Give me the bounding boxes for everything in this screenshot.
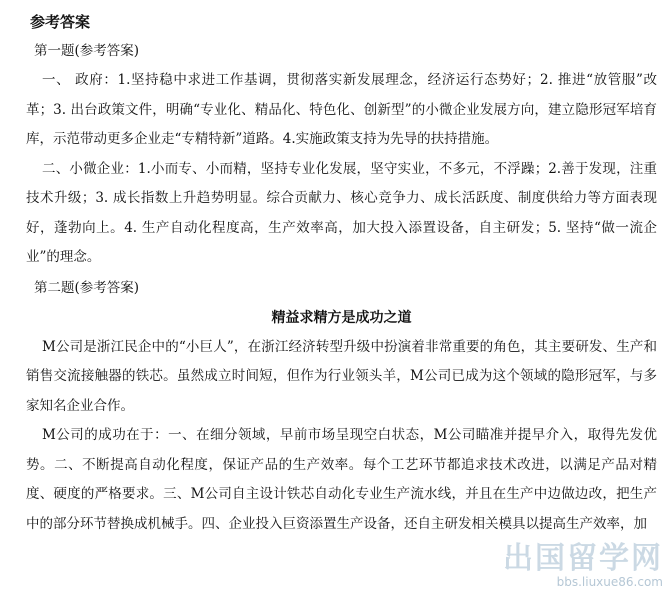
watermark-brand: 出国留学网 bbox=[503, 541, 663, 576]
question-1-paragraph-government: 一、 政府：1.坚持稳中求进工作基调，贯彻落实新发展理念，经济运行态势好；2. 推进“放管服”改革；3. 出台政策文件，明确“专业化、精品化、特色化、创新型”的小微企业发展方向，建立隐形冠军培育库，示范带动更多企业走“专精特新”道路。4.实施政策支持为先导的扶持措施。 bbox=[26, 72, 657, 147]
essay-title: 精益求精方是成功之道 bbox=[271, 309, 412, 326]
question-1-paragraph-small-enterprises: 二、小微企业：1.小而专、小而精，坚持专业化发展，坚守实业，不多元，不浮躁；2.善于发现，注重技术升级；3. 成长指数上升趋势明显。综合贡献力、核心竞争力、成长活跃度、制度供给力等方面表现好，蓬勃向上。4. 生产自动化程度高，生产效率高，加大投入添置设备，自主研发；5. 坚持“做一流企业”的理念。 bbox=[26, 160, 657, 265]
question-2-heading: 第二题(参考答案) bbox=[34, 279, 140, 296]
document-title: 参考答案 bbox=[30, 13, 91, 31]
essay-paragraph-2: M公司的成功在于：一、在细分领域，早前市场呈现空白状态，M公司瞄准并提早介入，取得先发优势。二、不断提高自动化程度，保证产品的生产效率。每个工艺环节都追求技术改进，以满足产品对精度、硬度的严格要求。三、M公司自主设计铁芯自动化专业生产流水线，并且在生产中边做边改，把生产中的部分环节替换成机械手。四、企业投入巨资添置生产设备，还自主研发相关模具以提高生产效率，加 bbox=[26, 427, 657, 532]
question-1-heading: 第一题(参考答案) bbox=[34, 43, 140, 59]
watermark-url: bbs.liuxue86.com bbox=[556, 575, 663, 589]
essay-paragraph-1: M公司是浙江民企中的“小巨人”，在浙江经济转型升级中扮演着非常重要的角色，其主要研发、生产和销售交流接触器的铁芯。虽然成立时间短，但作为行业领头羊，M公司已成为这个领域的隐形冠军，与多家知名企业合作。 bbox=[26, 338, 657, 414]
